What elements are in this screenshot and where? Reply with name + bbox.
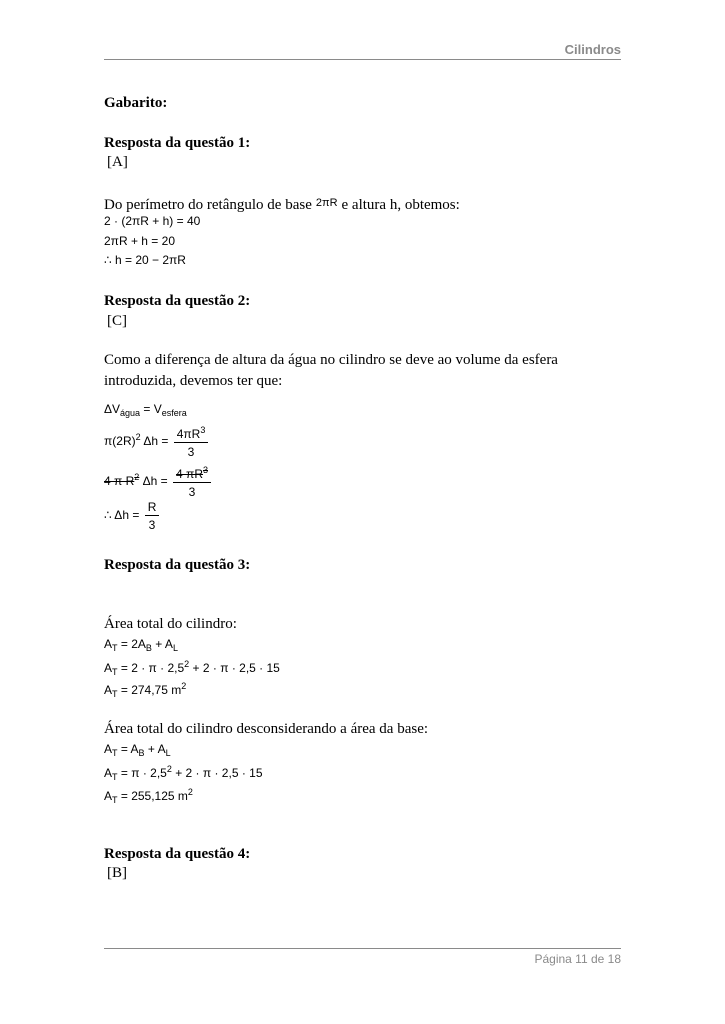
q1-text-after: e altura h, obtemos: (341, 197, 460, 213)
q2-title: Resposta da questão 2: (104, 293, 251, 309)
q3-p2-eq3-T: T (112, 795, 118, 805)
q3-p1-equation-2 (104, 659, 280, 677)
q3-p1-eq1-T: T (112, 643, 118, 653)
q2-text: Como a diferença de altura da água no cilindro se deve ao volume da esfera introduzida, devemos ter que: (104, 352, 558, 389)
q2-eq2-exp: 2 (135, 432, 141, 443)
q2-eq2-num: 4πR (176, 427, 201, 441)
q2-eq3-mid: Δh = (142, 474, 168, 489)
q2-equation-1 (104, 402, 187, 418)
q3-p1-eq2-sq: 2 (184, 659, 190, 669)
q1-title: Resposta da questão 1: (104, 135, 251, 151)
q3-p1-eq3-value: = 274,75 m (120, 683, 182, 697)
q4-answer: [B] (107, 865, 127, 881)
q2-eq2-num-exp: 3 (200, 425, 206, 435)
q3-p1-eq3-A: A (104, 683, 113, 697)
q3-p2-eq3-sq: 2 (187, 787, 193, 797)
footer-page-number: Página 11 de 18 (534, 952, 621, 966)
q2-eq2-fraction (174, 425, 209, 459)
q3-part2-label: Área total do cilindro desconsiderando a área da base: (104, 721, 429, 737)
q3-p1-eq3-T: T (112, 689, 118, 699)
q3-p2-eq2-mid: = π · 2,5 (120, 766, 167, 780)
q3-part1-label: Área total do cilindro: (104, 616, 237, 632)
q2-eq4-den: 3 (148, 518, 156, 532)
q3-p1-eq1-L: L (172, 643, 178, 653)
q3-p2-eq2-T: T (112, 772, 118, 782)
q3-p1-eq1-mid: = 2A (120, 637, 146, 651)
q2-answer: [C] (107, 313, 127, 329)
q1-text (104, 193, 624, 216)
q3-p2-eq2-sq: 2 (166, 764, 172, 774)
q1-equation-1: 2 · (2πR + h) = 40 (104, 214, 201, 228)
q3-p1-eq2-mid: = 2 · π · 2,5 (120, 661, 185, 675)
q2-eq3-left: 4 π R (104, 474, 135, 489)
q3-p2-equation-1 (104, 742, 171, 758)
q2-eq2-left: π(2R) (104, 434, 136, 449)
q1-answer: [A] (107, 154, 128, 170)
q2-eq1-right-sub: esfera (161, 408, 187, 418)
q3-p2-eq1-rest: + A (147, 742, 166, 756)
q1-inline-math: 2πR (315, 197, 338, 209)
q3-p1-eq2-A: A (104, 661, 113, 675)
q3-p2-eq2-A: A (104, 766, 113, 780)
gabarito-heading: Gabarito: (104, 95, 168, 111)
q2-eq3-exp: 2 (134, 472, 140, 483)
q4-title: Resposta da questão 4: (104, 846, 251, 862)
q2-eq4-left: ∴ Δh = (104, 508, 140, 523)
q2-eq2-mid: Δh = (143, 434, 169, 449)
q1-equation-2: 2πR + h = 20 (104, 234, 175, 248)
q3-p2-equation-2 (104, 764, 263, 782)
q3-p2-eq2-rest: + 2 · π · 2,5 · 15 (175, 766, 263, 780)
q2-eq2-den: 3 (187, 445, 195, 459)
q1-equation-3: ∴ h = 20 − 2πR (104, 253, 186, 267)
q3-p2-eq1-A: A (104, 742, 113, 756)
q3-p2-eq1-T: T (112, 748, 118, 758)
q3-p2-eq1-B: B (138, 748, 145, 758)
q1-text-before: Do perímetro do retângulo de base (104, 197, 312, 213)
q2-eq1-left: ΔV (104, 402, 121, 416)
header-title: Cilindros (564, 42, 621, 57)
q2-eq1-mid: = V (143, 402, 162, 416)
q2-eq1-left-sub: água (120, 408, 141, 418)
q3-p1-eq3-sq: 2 (181, 681, 187, 691)
q3-p2-eq3-A: A (104, 789, 113, 803)
q3-p2-equation-3 (104, 787, 193, 805)
q2-eq4-num: R (145, 500, 160, 516)
q2-equation-2 (104, 425, 210, 459)
q2-eq4-fraction (145, 500, 160, 532)
q3-p1-eq2-rest: + 2 · π · 2,5 · 15 (192, 661, 280, 675)
q2-equation-4 (104, 500, 161, 532)
q3-p1-equation-3 (104, 681, 186, 699)
q3-p1-eq1-B: B (145, 643, 152, 653)
q3-title: Resposta da questão 3: (104, 557, 251, 573)
q3-p1-eq1-rest: + A (155, 637, 173, 651)
q3-p1-equation-1 (104, 637, 178, 653)
q2-equation-3 (104, 465, 213, 499)
q2-eq3-den: 3 (188, 485, 196, 499)
q3-p2-eq1-mid: = A (120, 742, 139, 756)
q3-p2-eq1-L: L (165, 748, 171, 758)
q3-p1-eq2-T: T (112, 667, 118, 677)
q2-eq3-fraction (173, 465, 211, 499)
q3-p2-eq3-value: = 255,125 m (120, 789, 188, 803)
q2-eq3-num-exp: 3 (202, 465, 208, 475)
header-divider (104, 59, 621, 60)
q2-eq3-num: 4 πR (176, 467, 203, 481)
footer-divider (104, 948, 621, 949)
q3-p1-eq1-A: A (104, 637, 113, 651)
